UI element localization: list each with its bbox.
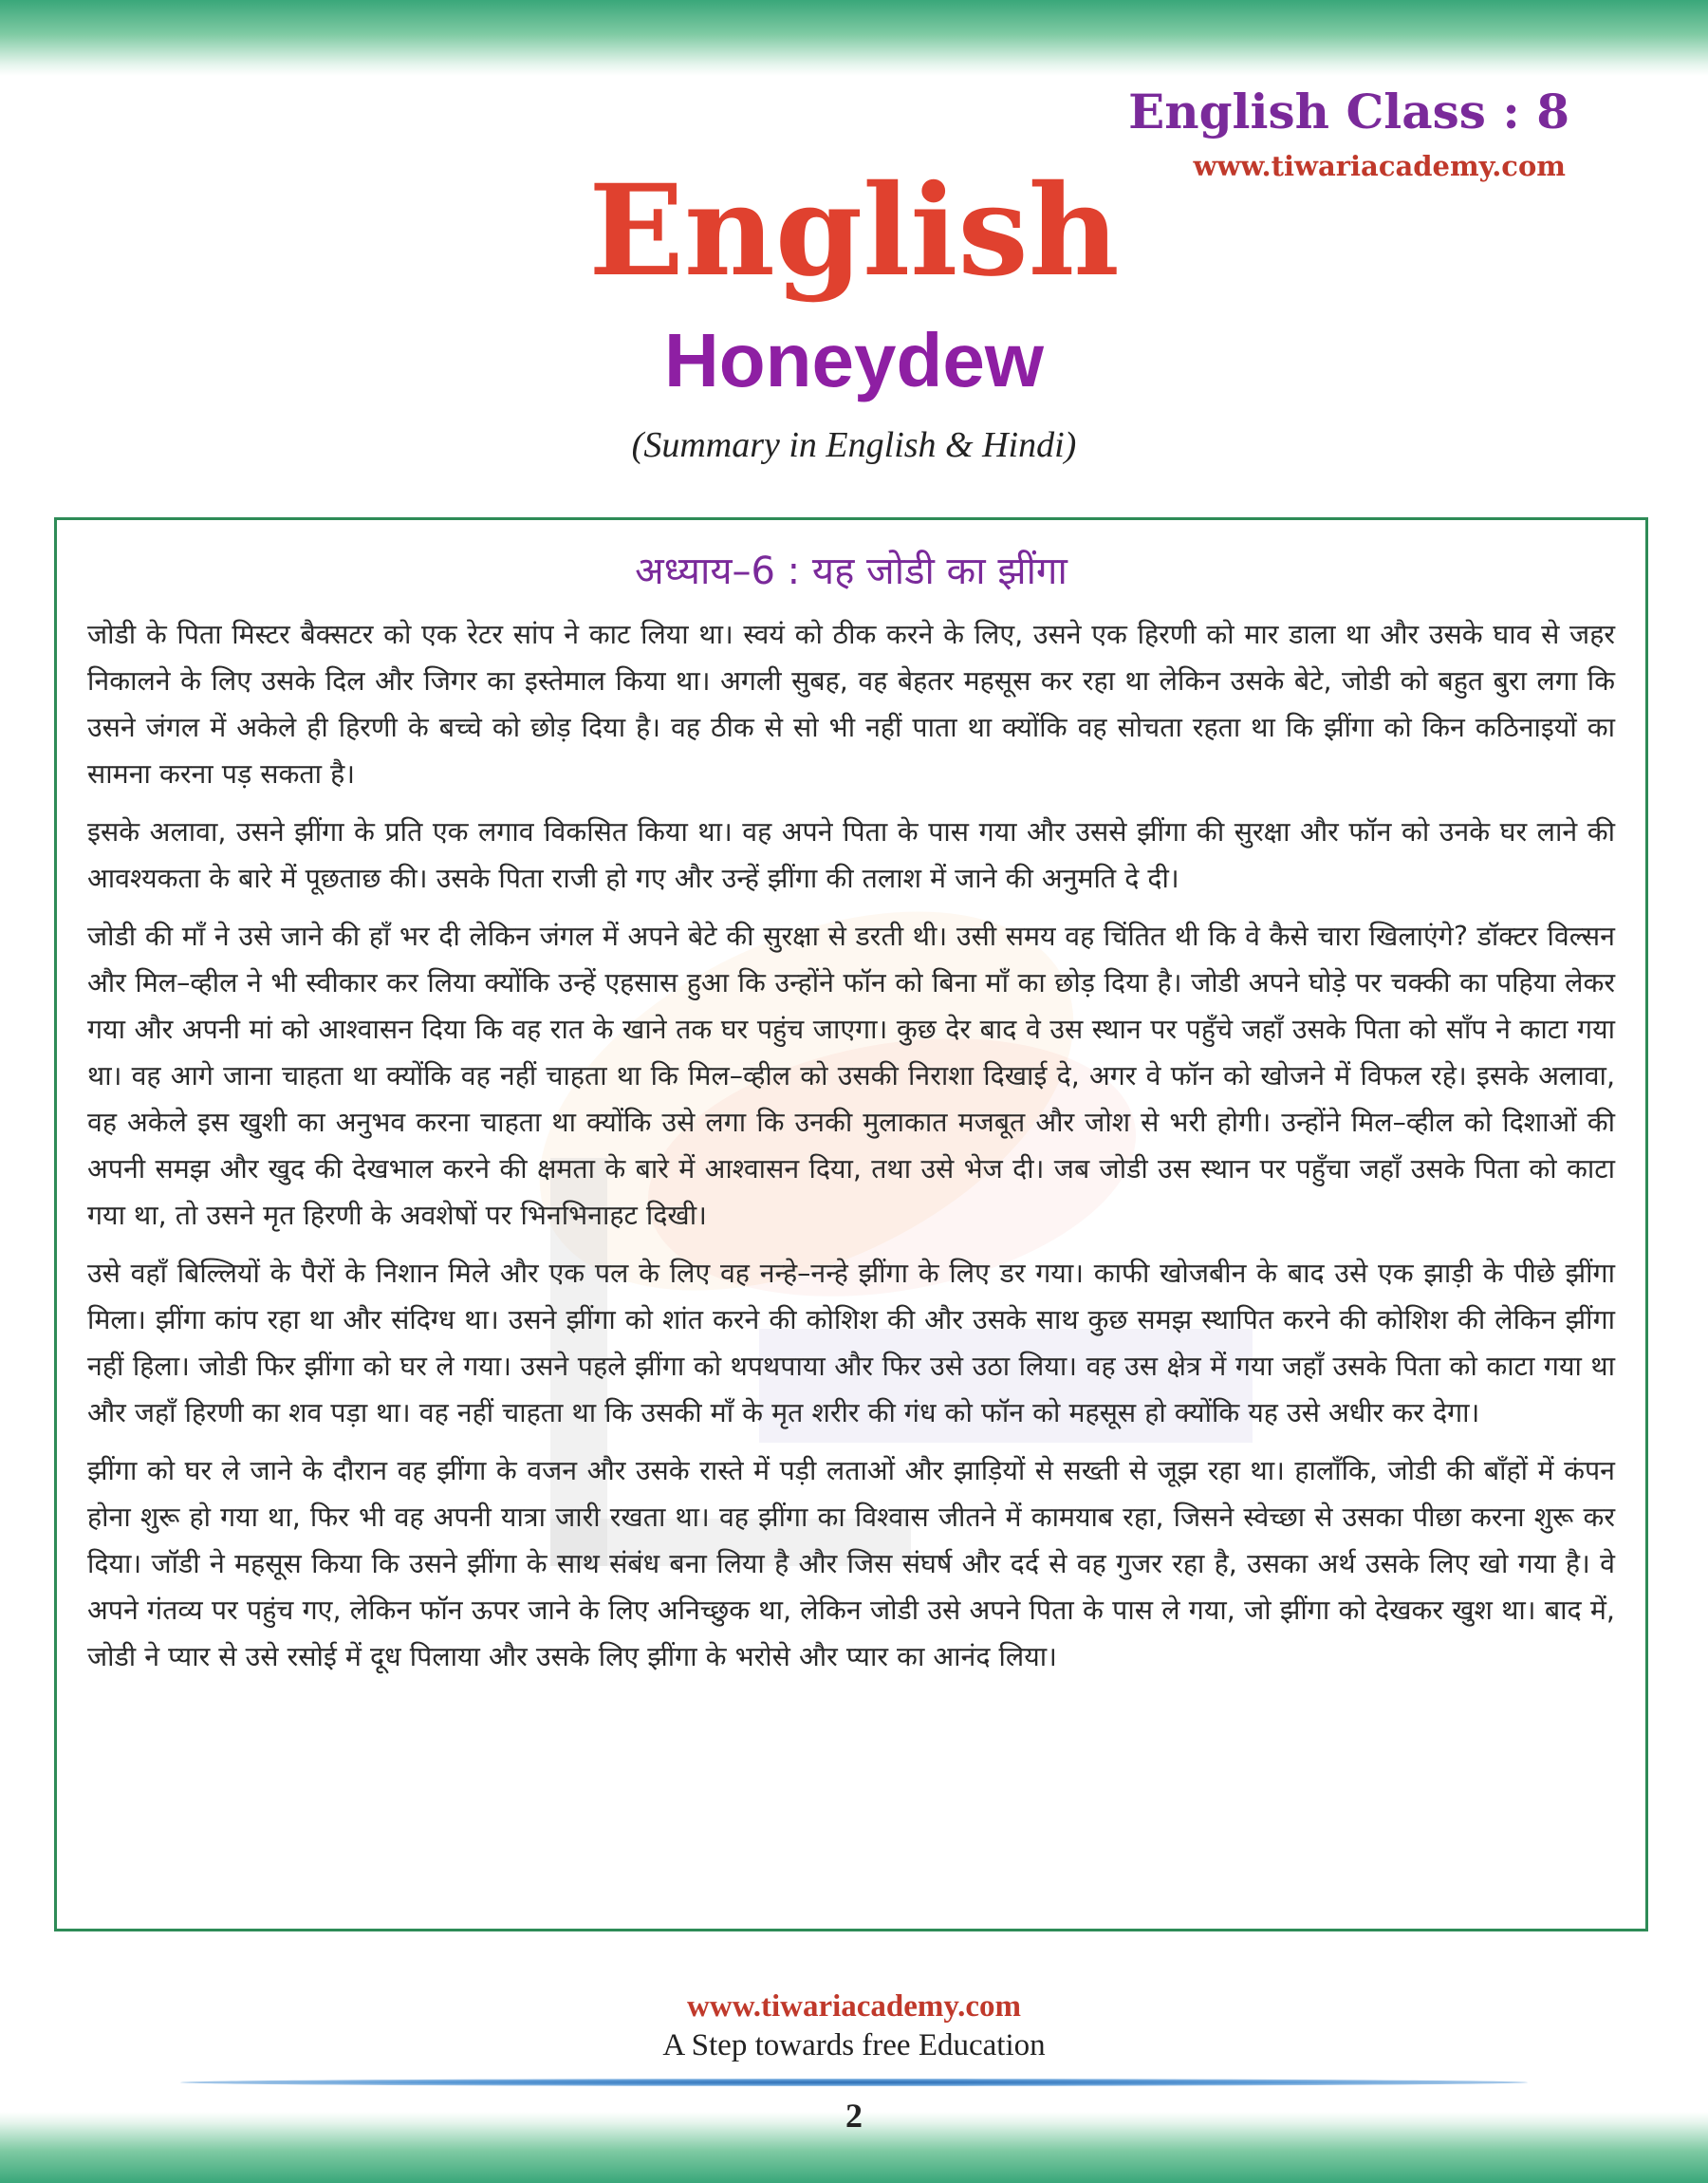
class-label: English Class : 8 bbox=[1128, 84, 1569, 140]
summary-paragraph: उसे वहाँ बिल्लियों के पैरों के निशान मिले और एक पल के लिए वह नन्हे–नन्हे झींगा के लिए डर गया। काफी खोजबीन के बाद उसे एक झाड़ी के पीछे झींगा मिला। झींगा कांप रहा था और संदिग्ध था। उसने झींगा को शांत करने की कोशिश की और उसके साथ कुछ समझ स्थापित करने की कोशिश की लेकिन झींगा नहीं हिला। जोडी फिर झींगा को घर ले गया। उसने पहले झींगा को थपथपाया और फिर उसे उठा लिया। वह उस क्षेत्र में गया जहाँ उसके पिता को काटा गया था और जहाँ हिरणी का शव पड़ा था। वह नहीं चाहता था कि उसकी माँ के मृत शरीर की गंध को फॉन को महसूस हो क्योंकि यह उसे अधीर कर देगा। bbox=[87, 1258, 1615, 1428]
summary-paragraph: इसके अलावा, उसने झींगा के प्रति एक लगाव विकसित किया था। वह अपने पिता के पास गया और उससे झींगा की सुरक्षा और फॉन को उनके घर लाने की आवश्यकता के बारे में पूछताछ की। उसके पिता राजी हो गए और उन्हें झींगा की तलाश में जाने की अनुमति दे दी। bbox=[87, 816, 1615, 894]
footer-divider bbox=[180, 2079, 1528, 2086]
subject-title: English bbox=[588, 158, 1120, 305]
footer-tagline: A Step towards free Education bbox=[662, 2028, 1046, 2062]
header-website-link[interactable]: www.tiwariacademy.com bbox=[1193, 150, 1566, 182]
summary-box bbox=[54, 517, 1648, 1931]
top-decorative-band bbox=[0, 0, 1708, 76]
chapter-title: अध्याय–6 : यह जोडी का झींगा bbox=[635, 550, 1068, 593]
summary-paragraph: जोडी के पिता मिस्टर बैक्सटर को एक रेटर सांप ने काट लिया था। स्वयं को ठीक करने के लिए, उसने एक हिरणी को मार डाला था और उसके घाव से जहर निकालने के लिए उसके दिल और जिगर का इस्तेमाल किया था। अगली सुबह, वह बेहतर महसूस कर रहा था लेकिन उसके बेटे, जोडी को बहुत बुरा लगा कि उसने जंगल में अकेले ही हिरणी के बच्चे को छोड़ दिया है। वह ठीक से सो भी नहीं पाता था क्योंकि वह सोचता रहता था कि झींगा को किन कठिनाइयों का सामना करना पड़ सकता है। bbox=[87, 619, 1615, 790]
page-number: 2 bbox=[845, 2097, 863, 2135]
subtitle: (Summary in English & Hindi) bbox=[631, 425, 1077, 465]
book-title: Honeydew bbox=[663, 318, 1045, 402]
summary-paragraph: झींगा को घर ले जाने के दौरान वह झींगा के वजन और उसके रास्ते में पड़ी लताओं और झाड़ियों से सख्ती से जूझ रहा था। हालाँकि, जोडी की बाँहों में कंपन होना शुरू हो गया था, फिर भी वह अपनी यात्रा जारी रखता था। वह झींगा का विश्वास जीतने में कामयाब रहा, जिसने स्वेच्छा से उसका पीछा करना शुरू कर दिया। जॉडी ने महसूस किया कि उसने झींगा के साथ संबंध बना लिया है और जिस संघर्ष और दर्द से वह गुजर रहा है, उसका अर्थ उसके लिए खो गया है। वे अपने गंतव्य पर पहुंच गए, लेकिन फॉन ऊपर जाने के लिए अनिच्छुक था, लेकिन जोडी उसे अपने पिता के पास ले गया, जो झींगा को देखकर खुश था। बाद में, जोडी ने प्यार से उसे रसोई में दूध पिलाया और उसके लिए झींगा के भरोसे और प्यार का आनंद लिया। bbox=[87, 1455, 1615, 1672]
summary-paragraph: जोडी की माँ ने उसे जाने की हाँ भर दी लेकिन जंगल में अपने बेटे की सुरक्षा से डरती थी। उसी समय वह चिंतित थी कि वे कैसे चारा खिलाएंगे? डॉक्टर विल्सन और मिल–व्हील ने भी स्वीकार कर लिया क्योंकि उन्हें एहसास हुआ कि उन्होंने फॉन को बिना माँ का छोड़ दिया है। जोडी अपने घोड़े पर चक्की का पहिया लेकर गया और अपनी मां को आश्वासन दिया कि वह रात के खाने तक घर पहुंच जाएगा। कुछ देर बाद वे उस स्थान पर पहुँचे जहाँ उसके पिता को साँप ने काटा गया था। वह आगे जाना चाहता था क्योंकि वह नहीं चाहता था कि मिल–व्हील को उसकी निराशा दिखाई दे, अगर वे फॉन को खोजने में विफल रहे। इसके अलावा, वह अकेले इस खुशी का अनुभव करना चाहता था क्योंकि उसे लगा कि उनकी मुलाकात मजबूत और जोश से भरी होगी। उन्होंने मिल–व्हील को दिशाओं की अपनी समझ और खुद की देखभाल करने की क्षमता के बारे में आश्वासन दिया, तथा उसे भेज दी। जब जोडी उस स्थान पर पहुँचा जहाँ उसके पिता को काटा गया था, तो उसने मृत हिरणी के अवशेषों पर भिनभिनाहट दिखी। bbox=[87, 921, 1615, 1231]
footer-website-link[interactable]: www.tiwariacademy.com bbox=[687, 1989, 1021, 2024]
